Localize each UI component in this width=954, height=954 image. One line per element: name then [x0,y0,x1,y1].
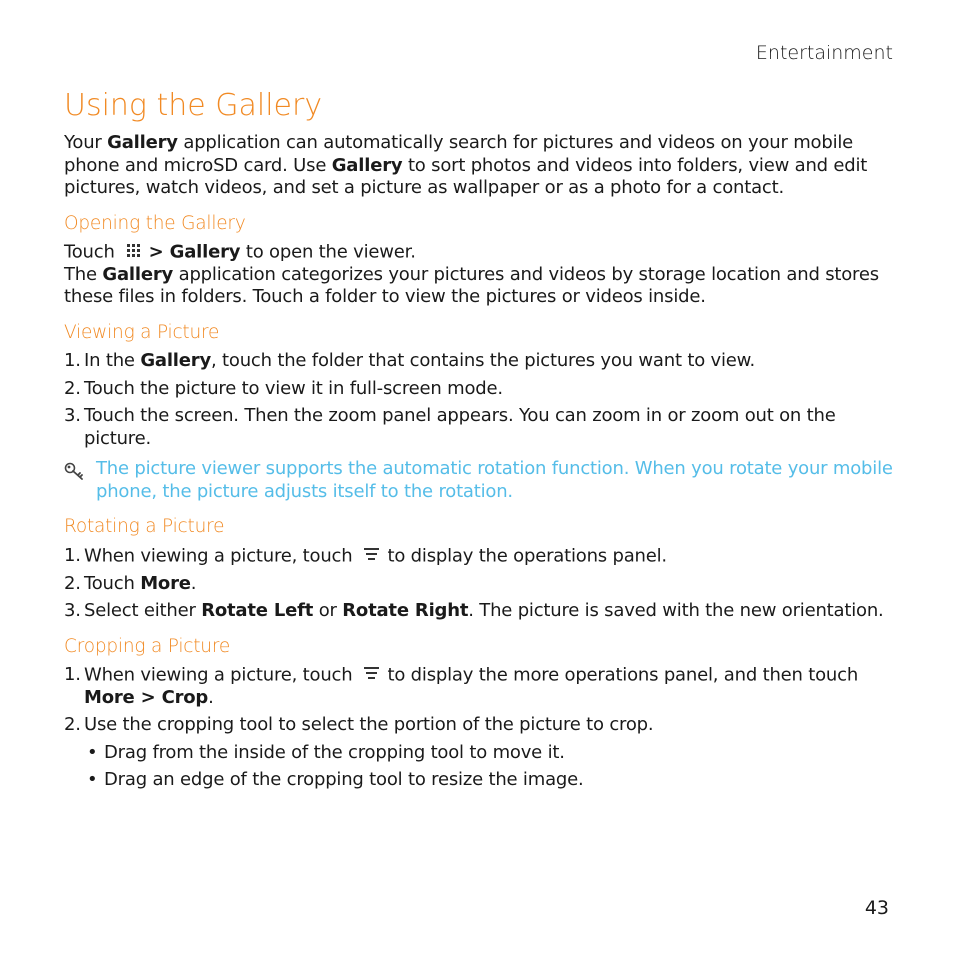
bold-text: More [140,572,191,594]
list-item [64,769,894,792]
note-text: The picture viewer supports the automatic rotation function. When you rotate your mobile phone, the picture adjusts itself to the rotation. [96,458,893,502]
list-item [64,573,894,596]
cropping-bullets [64,742,894,792]
step-number: 2. [64,714,81,736]
heading-rotating-picture: Rotating a Picture [64,516,225,538]
text: . [190,572,197,594]
text: . [208,686,214,708]
bold-text: Rotate Right [342,600,469,621]
step-number: 1. [64,664,81,685]
bold-text: Gallery [107,132,178,153]
text: to display the operations panel. [387,545,667,566]
text: Touch the screen. Then the zoom panel appears. You can zoom in or zoom out on the picture. [84,405,836,449]
list-item [64,714,894,737]
menu-icon [364,545,379,568]
bullet: • [87,769,98,791]
text: Drag from the inside of the cropping tool to move it. [104,741,565,763]
list-item [64,405,894,450]
step-number: 1. [64,350,81,372]
bullet: • [87,741,98,763]
step-number: 1. [64,544,81,566]
bold-text: Gallery [140,350,211,372]
list-item [64,350,894,373]
step-number: 2. [64,572,81,594]
page-content [64,132,894,797]
text: or [313,600,343,621]
text: to open the viewer. [240,241,416,263]
list-item [64,600,894,623]
page-title: Using the Gallery [64,88,323,123]
intro-paragraph [64,132,894,200]
list-item [64,664,894,709]
text: Touch the picture to view it in full-screen mode. [84,377,503,399]
list-item [64,742,894,765]
text: Drag an edge of the cropping tool to resize the image. [104,769,584,791]
key-icon [64,462,86,489]
bold-text: More > Crop [84,686,209,708]
bold-text: > Gallery [148,241,241,263]
step-number: 3. [64,405,81,427]
section-header: Entertainment [755,42,893,64]
text: Use the cropping tool to select the portion of the picture to crop. [84,714,654,736]
menu-icon [364,664,379,687]
text: Select either [84,600,202,621]
list-item [64,545,894,568]
list-item [64,378,894,401]
text: . The picture is saved with the new orientation. [468,600,884,621]
text: , touch the folder that contains the pictures you want to view. [211,350,756,372]
text: When viewing a picture, touch [84,664,353,686]
text: When viewing a picture, touch [84,545,353,566]
text: application categorizes your pictures and videos by storage location and stores these files in folders. Touch a folder to view the pictures or videos inside. [64,263,879,308]
bold-text: Rotate Left [201,600,314,621]
page-number: 43 [864,897,889,919]
cropping-steps [64,664,894,737]
opening-paragraph-2 [64,264,894,309]
text: Touch [64,241,115,263]
heading-viewing-picture: Viewing a Picture [64,321,220,343]
grid-icon [127,241,141,264]
text: Touch [84,572,141,594]
text: to sort photos and videos into folders, view and edit pictures, watch videos, and set a picture as wallpaper or as a photo for a contact. [64,154,868,198]
opening-paragraph-1 [64,241,894,264]
rotating-steps [64,545,894,623]
bold-text: Gallery [102,263,174,285]
heading-cropping-picture: Cropping a Picture [64,635,231,657]
note-paragraph [64,458,894,503]
bold-text: Gallery [331,154,403,176]
heading-opening-gallery: Opening the Gallery [64,212,246,234]
text: In the [84,350,141,372]
text: The [64,263,103,285]
viewing-steps [64,350,894,450]
text: application can automatically search for pictures and videos on your mobile phone and microSD card. Use [64,132,854,176]
text: Your [64,132,108,153]
text: to display the more operations panel, and then touch [387,664,859,686]
step-number: 2. [64,377,81,399]
step-number: 3. [64,600,81,621]
